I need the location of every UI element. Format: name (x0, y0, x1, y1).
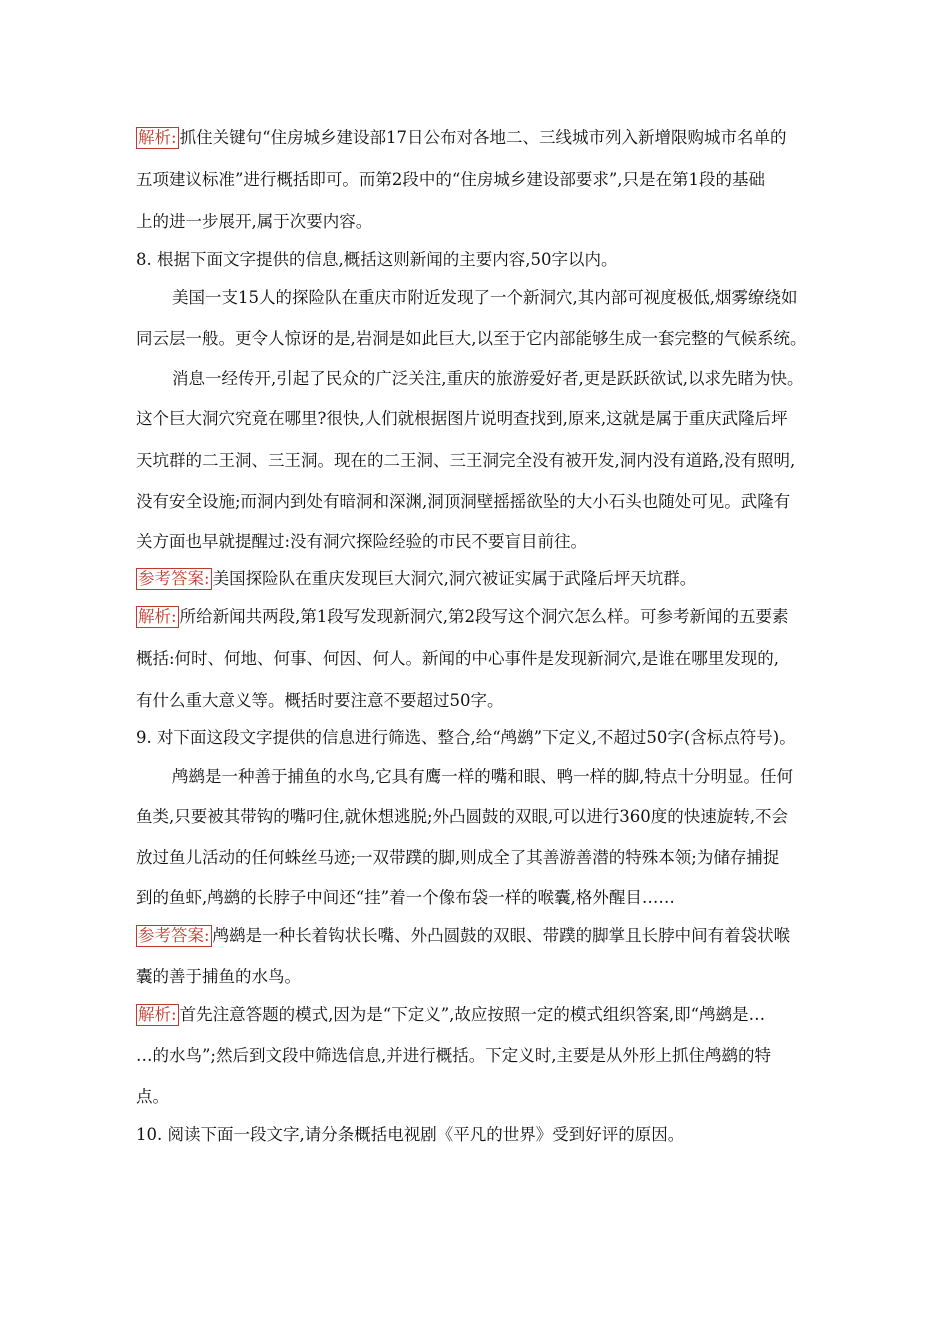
q9-passage-line-2: 鱼类,只要被其带钩的嘴叼住,就休想逃脱;外凸圆鼓的双眼,可以进行360度的快速旋转,不会 (136, 807, 789, 826)
q9-analysis-line-2: …的水鸟”;然后到文段中筛选信息,并进行概括。下定义时,主要是从外形上抓住鸬鹚的特 (136, 1046, 771, 1065)
q9-answer-line-1: 参考答案: 鸬鹚是一种长着钩状长嘴、外凸圆鼓的双眼、带蹼的脚掌且长脖中间有着袋状喉 (138, 926, 791, 945)
q8-passage-line-3: 消息一经传开,引起了民众的广泛关注,重庆的旅游爱好者,更是跃跃欲试,以求先睹为快。 (172, 369, 804, 388)
q9-passage-line-4: 到的鱼虾,鸬鹚的长脖子中间还“挂”着一个像布袋一样的喉囊,格外醒目…… (136, 888, 675, 907)
q8-analysis-line-3: 有什么重大意义等。概括时要注意不要超过50字。 (136, 691, 504, 710)
q9-passage-line-3: 放过鱼儿活动的任何蛛丝马迹;一双带蹼的脚,则成全了其善游善潜的特殊本领;为储存捕捉 (136, 848, 780, 867)
q8-passage-line-4: 这个巨大洞穴究竟在哪里?很快,人们就根据图片说明查找到,原来,这就是属于重庆武隆后坪 (136, 409, 788, 428)
q8-passage-line-2: 同云层一般。更令人惊讶的是,岩洞是如此巨大,以至于它内部能够生成一套完整的气候系统。 (136, 329, 807, 348)
q8-answer: 参考答案: 美国探险队在重庆发现巨大洞穴,洞穴被证实属于武隆后坪天坑群。 (138, 569, 697, 588)
answer-tag: 参考答案: (138, 569, 210, 588)
q8-passage-line-7: 关方面也早就提醒过:没有洞穴探险经验的市民不要盲目前往。 (136, 532, 588, 551)
question-9-title: 9. 对下面这段文字提供的信息进行筛选、整合,给“鸬鹚”下定义,不超过50字(含标点符号)。 (136, 728, 796, 747)
analysis-7-line-1: 解析: 抓住关键句“住房城乡建设部17日公布对各地二、三线城市列入新增限购城市名单的 (138, 128, 787, 147)
q8-passage-line-6: 没有安全设施;而洞内到处有暗洞和深渊,洞顶洞壁摇摇欲坠的大小石头也随处可见。武隆有 (136, 492, 791, 511)
answer-tag: 参考答案: (138, 926, 210, 945)
analysis-7-line-3: 上的进一步展开,属于次要内容。 (136, 212, 373, 231)
analysis-7-line-2: 五项建议标准”进行概括即可。而第2段中的“住房城乡建设部要求”,只是在第1段的基础 (136, 170, 766, 189)
question-10-title: 10. 阅读下面一段文字,请分条概括电视剧《平凡的世界》受到好评的原因。 (136, 1125, 685, 1144)
q8-analysis-line-1: 解析: 所给新闻共两段,第1段写发现新洞穴,第2段写这个洞穴怎么样。可参考新闻的五要素 (138, 607, 789, 626)
analysis-tag: 解析: (138, 607, 177, 626)
q9-answer-line-2: 囊的善于捕鱼的水鸟。 (136, 967, 301, 986)
q8-passage-line-1: 美国一支15人的探险队在重庆市附近发现了一个新洞穴,其内部可视度极低,烟雾缭绕如 (172, 288, 798, 307)
analysis-tag: 解析: (138, 1005, 177, 1024)
q8-passage-line-5: 天坑群的二王洞、三王洞。现在的二王洞、三王洞完全没有被开发,洞内没有道路,没有照明, (136, 451, 796, 470)
q8-analysis-line-2: 概括:何时、何地、何事、何因、何人。新闻的中心事件是发现新洞穴,是谁在哪里发现的, (136, 649, 780, 668)
q9-analysis-line-3: 点。 (136, 1087, 169, 1106)
q9-analysis-line-1: 解析: 首先注意答题的模式,因为是“下定义”,故应按照一定的模式组织答案,即“鸬鹚是… (138, 1005, 766, 1024)
question-8-title: 8. 根据下面文字提供的信息,概括这则新闻的主要内容,50字以内。 (136, 250, 618, 269)
analysis-tag: 解析: (138, 128, 177, 147)
q9-passage-line-1: 鸬鹚是一种善于捕鱼的水鸟,它具有鹰一样的嘴和眼、鸭一样的脚,特点十分明显。任何 (172, 767, 793, 786)
